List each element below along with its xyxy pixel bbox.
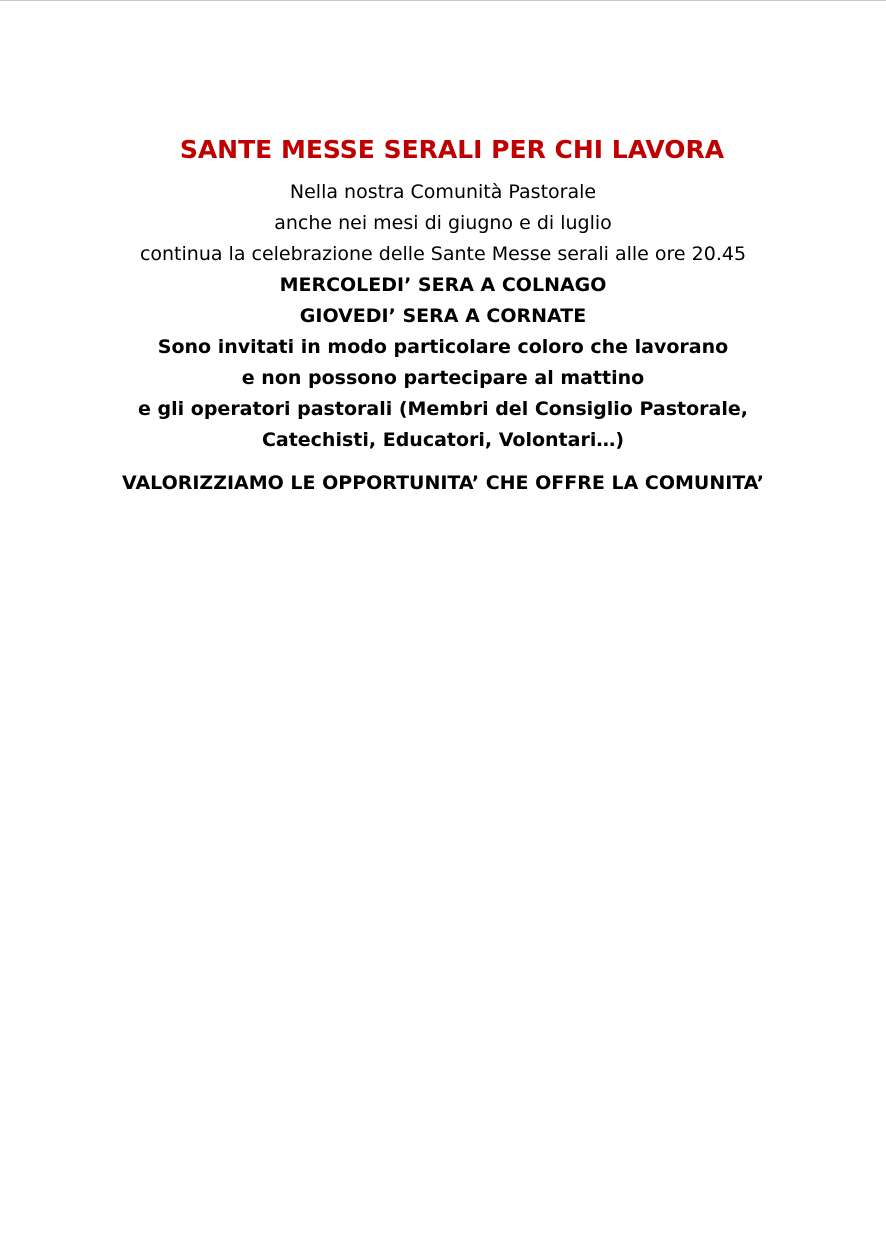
invitation-line-2: e non possono partecipare al mattino — [241, 367, 645, 389]
intro-line-3: continua la celebrazione delle Sante Messe serali alle ore 20.45 — [139, 243, 747, 265]
document-body — [0, 133, 886, 499]
invitation-line-1: Sono invitati in modo particolare coloro che lavorano — [157, 336, 729, 358]
intro-line-2: anche nei mesi di giugno e di luglio — [274, 212, 612, 234]
invitation-line-4: Catechisti, Educatori, Volontari…) — [261, 429, 625, 451]
closing-statement: VALORIZZIAMO LE OPPORTUNITA’ CHE OFFRE LA COMUNITA’ — [122, 472, 764, 494]
schedule-line-thursday: GIOVEDI’ SERA A CORNATE — [299, 305, 587, 327]
intro-line-1: Nella nostra Comunità Pastorale — [289, 181, 597, 203]
invitation-line-3: e gli operatori pastorali (Membri del Consiglio Pastorale, — [138, 398, 748, 420]
schedule-line-wednesday: MERCOLEDI’ SERA A COLNAGO — [279, 274, 607, 296]
document-title: SANTE MESSE SERALI PER CHI LAVORA — [179, 135, 725, 164]
page-top-border — [0, 0, 886, 1]
